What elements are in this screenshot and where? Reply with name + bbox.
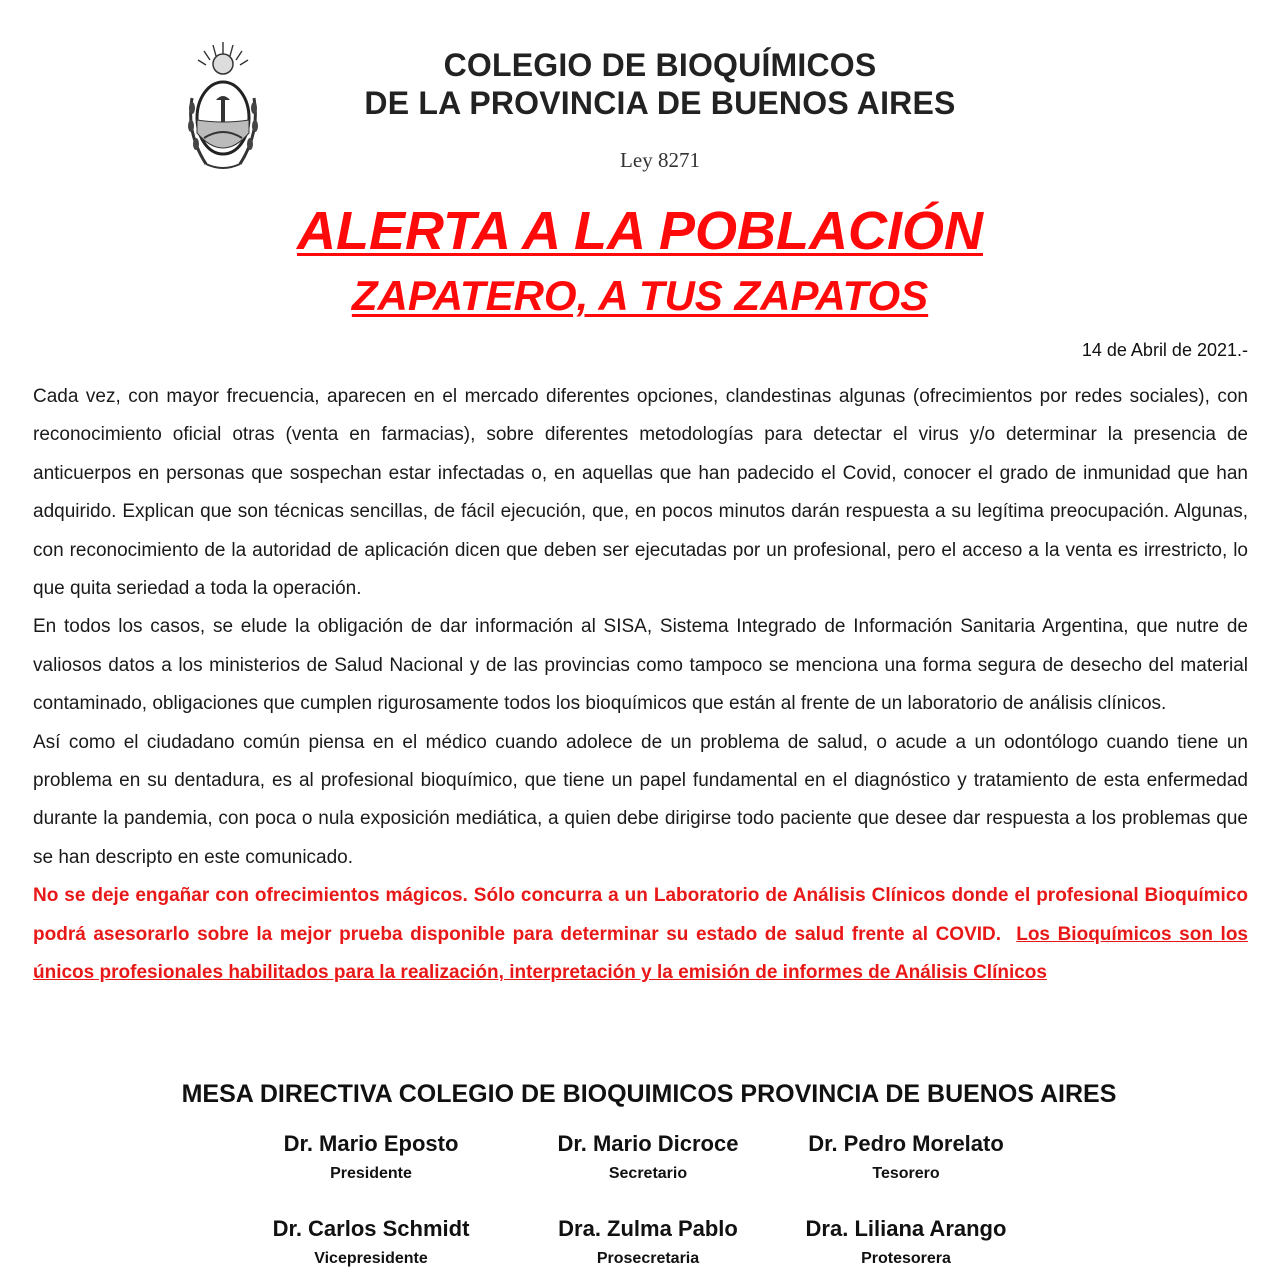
org-line-2: DE LA PROVINCIA DE BUENOS AIRES — [364, 85, 956, 121]
alert-title: ALERTA A LA POBLACIÓN — [297, 201, 983, 261]
member-role: Prosecretaria — [596, 1250, 700, 1267]
signature-protreasurer — [776, 1216, 1036, 1268]
member-role: Vicepresidente — [314, 1250, 428, 1267]
warning-underlined-text: Los Bioquímicos son los únicos profesionales habilitados para la realización, interpretación y la emisión de informes de Análisis Clínicos — [33, 923, 1249, 984]
alert-subtitle: ZAPATERO, A TUS ZAPATOS — [351, 272, 929, 319]
member-name: Dr. Mario Eposto — [283, 1131, 459, 1156]
member-role: Secretario — [608, 1165, 688, 1182]
law-number: Ley 8271 — [620, 148, 700, 172]
member-name: Dr. Carlos Schmidt — [272, 1216, 470, 1241]
board-title: MESA DIRECTIVA COLEGIO DE BIOQUIMICOS PROVINCIA DE BUENOS AIRES — [181, 1080, 1117, 1108]
letterhead — [0, 0, 1280, 200]
member-role: Presidente — [330, 1165, 412, 1182]
signature-prosecretary — [518, 1216, 778, 1268]
paragraph: Cada vez, con mayor frecuencia, aparecen en el mercado diferentes opciones, clandestinas algunas (ofrecimientos por redes sociales), con reconocimiento oficial otras (venta en farmacias), sobre diferentes metodologías para detectar el virus y/o determinar la presencia de anticuerpos en personas que sospechan estar infectadas o, en aquellas que han padecido el Covid, conocer el grado de inmunidad que han adquirido. Explican que son técnicas sencillas, de fácil ejecución, que, en pocos minutos darán respuesta a su legítima preocupación. Algunas, con reconocimiento de la autoridad de aplicación dicen que deben ser ejecutadas por un profesional, pero el acceso a la venta es irrestricto, lo que quita seriedad a toda la operación. — [33, 386, 1248, 600]
paragraph: Así como el ciudadano común piensa en el médico cuando adolece de un problema de salud, o acude a un odontólogo cuando tiene un problema en su dentadura, es al profesional bioquímico, que tiene un papel fundamental en el diagnóstico y tratamiento de esta enfermedad durante la pandemia, con poca o nula exposición mediática, a quien debe dirigirse todo paciente que desee dar respuesta a los problemas que se han descripto en este comunicado. — [33, 731, 1248, 868]
member-role: Tesorero — [872, 1165, 940, 1182]
member-name: Dr. Pedro Morelato — [808, 1131, 1004, 1156]
org-line-1: COLEGIO DE BIOQUÍMICOS — [443, 47, 877, 83]
signature-vicepresident — [241, 1216, 501, 1268]
member-role: Protesorera — [861, 1250, 951, 1267]
member-name: Dra. Liliana Arango — [805, 1216, 1007, 1241]
warning-paragraph — [33, 877, 1248, 992]
document-date: 14 de Abril de 2021.- — [1081, 340, 1248, 360]
organization-name — [300, 46, 1020, 122]
signature-treasurer — [776, 1131, 1036, 1183]
coat-of-arms-icon — [186, 38, 260, 178]
signature-president — [241, 1131, 501, 1183]
warning-text: No se deje engañar con ofrecimientos mágicos. Sólo concurra a un Laboratorio de Análisis Clínicos donde el profesional Bioquímico podrá asesorarlo sobre la mejor prueba disponible para determinar su estado de salud frente al COVID. — [33, 885, 1248, 945]
signature-secretary — [518, 1131, 778, 1183]
member-name: Dr. Mario Dicroce — [557, 1131, 739, 1156]
paragraph: En todos los casos, se elude la obligación de dar información al SISA, Sistema Integrado de Información Sanitaria Argentina, que nutre de valiosos datos a los ministerios de Salud Nacional y de las provincias como tampoco se menciona una forma segura de desecho del material contaminado, obligaciones que cumplen rigurosamente todos los bioquímicos que están al frente de un laboratorio de análisis clínicos. — [33, 616, 1248, 715]
member-name: Dra. Zulma Pablo — [558, 1216, 738, 1241]
document-body — [33, 378, 1248, 993]
